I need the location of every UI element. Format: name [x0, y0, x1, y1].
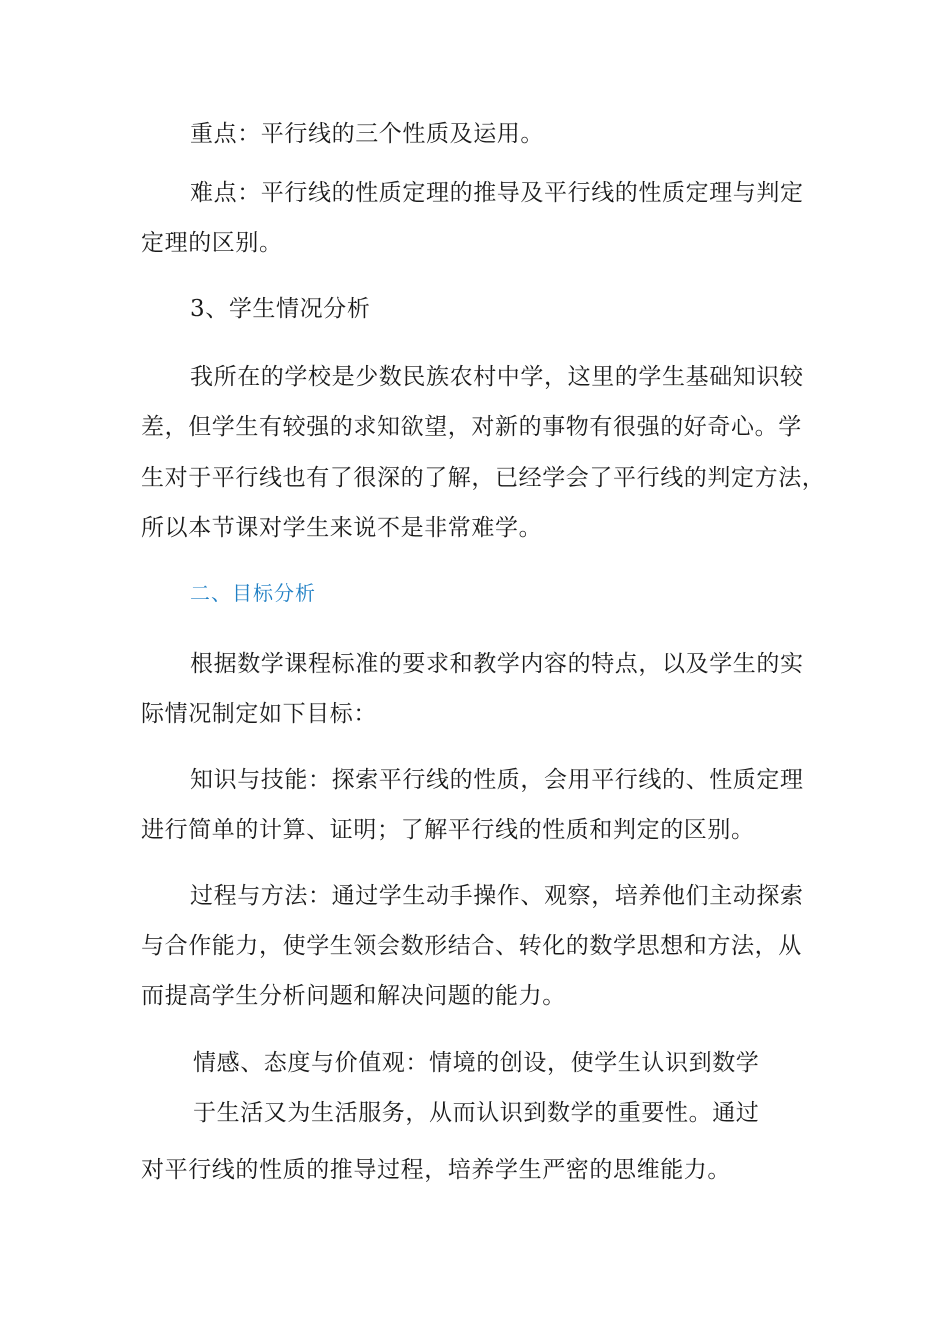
goal-intro-line-1: 根据数学课程标准的要求和教学内容的特点，以及学生的实	[190, 651, 804, 677]
emotion-attitude-line-1: 情感、态度与价值观：情境的创设，使学生认识到数学	[193, 1050, 760, 1076]
knowledge-skills-line-1: 知识与技能：探索平行线的性质，会用平行线的、性质定理	[190, 767, 804, 793]
student-analysis-line-3: 生对于平行线也有了很深的了解，已经学会了平行线的判定方法，	[141, 465, 826, 491]
emotion-attitude-line-3: 对平行线的性质的推导过程，培养学生严密的思维能力。	[141, 1157, 731, 1183]
goal-intro-line-2: 际情况制定如下目标：	[141, 701, 377, 727]
emotion-attitude-line-2: 于生活又为生活服务，从而认识到数学的重要性。通过	[193, 1100, 760, 1126]
section-2-heading: 二、目标分析	[190, 581, 316, 605]
process-method-line-1: 过程与方法：通过学生动手操作、观察，培养他们主动探索	[190, 883, 804, 909]
key-point-line-1: 重点：平行线的三个性质及运用。	[190, 121, 544, 147]
difficult-point-line-2: 定理的区别。	[141, 230, 283, 256]
student-analysis-line-4: 所以本节课对学生来说不是非常难学。	[141, 515, 543, 541]
process-method-line-3: 而提高学生分析问题和解决问题的能力。	[141, 983, 566, 1009]
process-method-line-2: 与合作能力，使学生领会数形结合、转化的数学思想和方法，从	[141, 933, 802, 959]
section-3-heading: 3、学生情况分析	[190, 296, 371, 322]
student-analysis-line-2: 差，但学生有较强的求知欲望，对新的事物有很强的好奇心。学	[141, 414, 802, 440]
knowledge-skills-line-2: 进行简单的计算、证明；了解平行线的性质和判定的区别。	[141, 817, 755, 843]
difficult-point-line-1: 难点：平行线的性质定理的推导及平行线的性质定理与判定	[190, 180, 804, 206]
student-analysis-line-1: 我所在的学校是少数民族农村中学，这里的学生基础知识较	[190, 364, 804, 390]
